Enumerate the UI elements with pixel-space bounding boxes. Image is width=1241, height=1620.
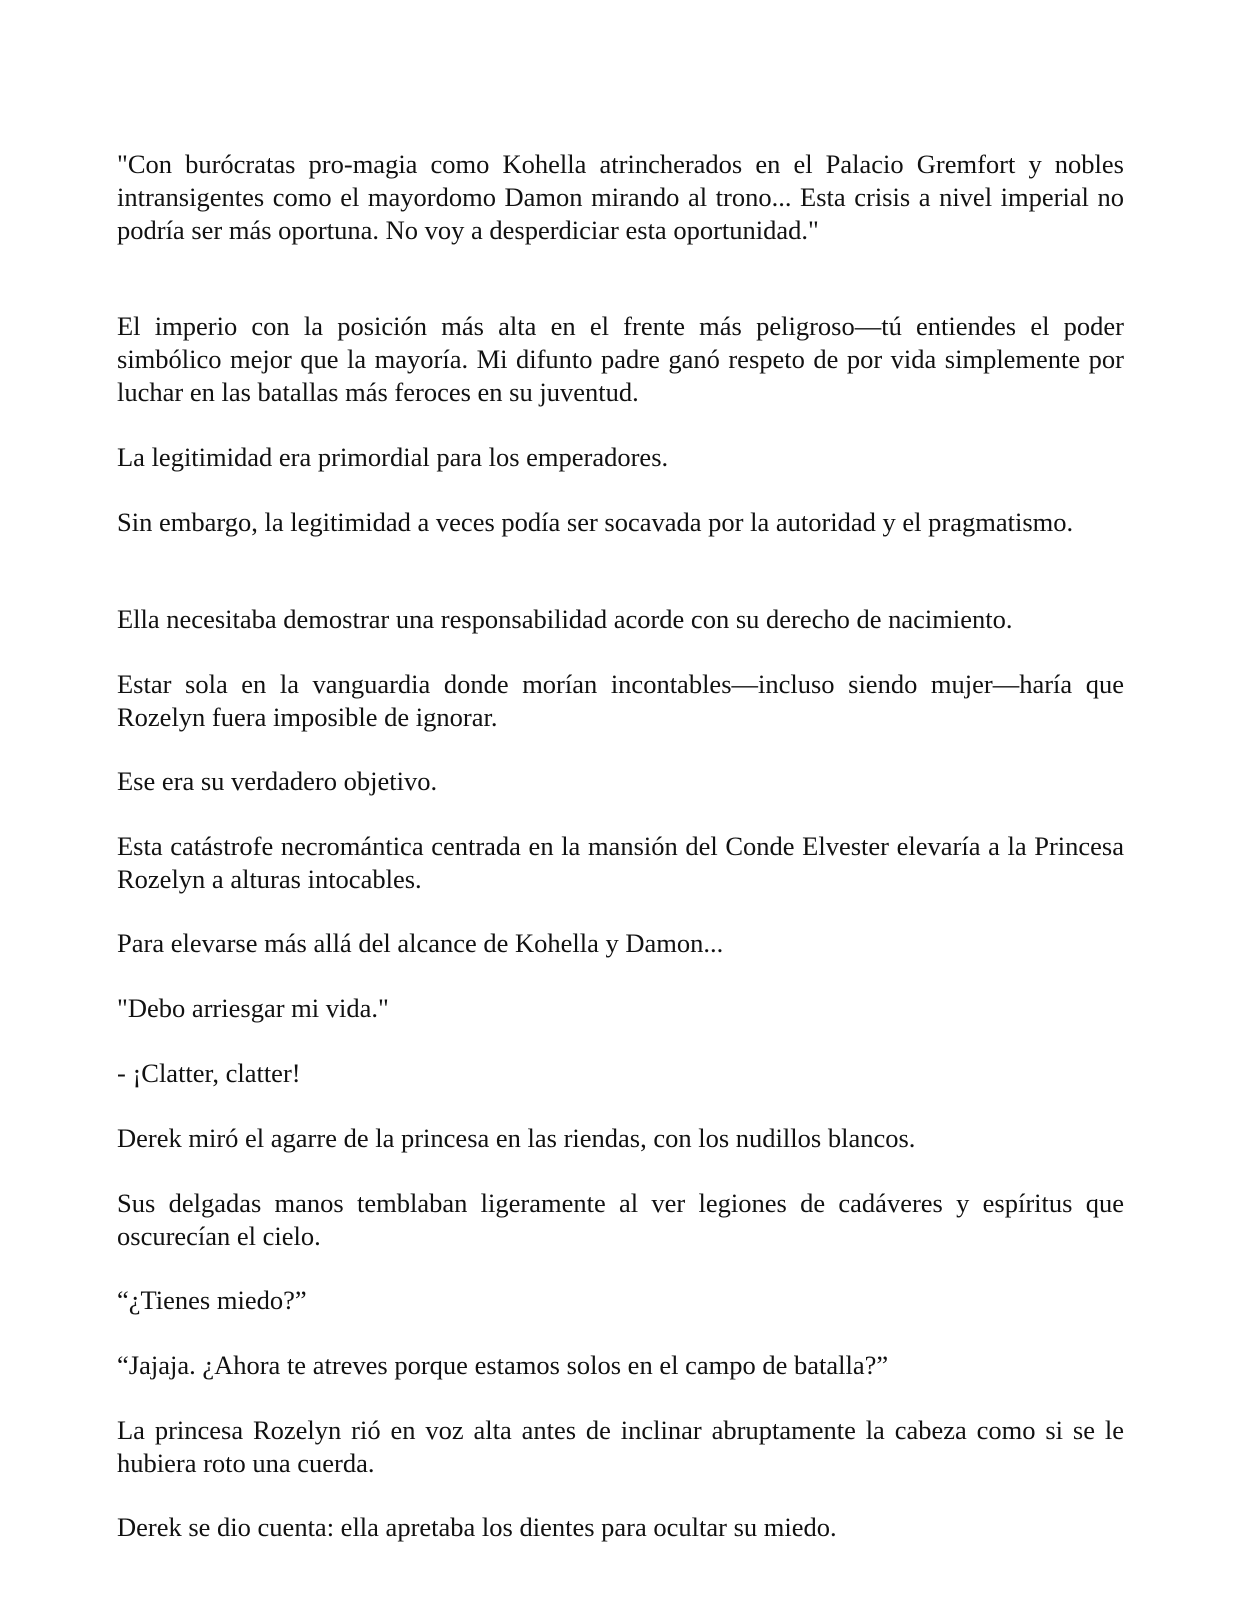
paragraph-9: Para elevarse más allá del alcance de Kohella y Damon... — [117, 928, 724, 958]
paragraph-10: "Debo arriesgar mi vida." — [117, 993, 389, 1023]
paragraph-16: La princesa Rozelyn rió en voz alta antes de inclinar abruptamente la cabeza como si se le hubiera roto una cuerda. — [117, 1415, 1124, 1478]
paragraph-1: "Con burócratas pro-magia como Kohella atrincherados en el Palacio Gremfort y nobles intransigentes como el mayordomo Damon mirando al trono... Esta crisis a nivel imperial no podría ser más oportuna. No voy a desperdiciar esta oportunidad." — [117, 149, 1124, 245]
paragraph-6: Estar sola en la vanguardia donde morían incontables—incluso siendo mujer—haría que Rozelyn fuera imposible de ignorar. — [117, 669, 1124, 732]
paragraph-17: Derek se dio cuenta: ella apretaba los dientes para ocultar su miedo. — [117, 1512, 837, 1542]
paragraph-8: Esta catástrofe necromántica centrada en la mansión del Conde Elvester elevaría a la Princesa Rozelyn a alturas intocables. — [117, 831, 1124, 894]
paragraph-15: “Jajaja. ¿Ahora te atreves porque estamos solos en el campo de batalla?” — [117, 1350, 889, 1380]
paragraph-14: “¿Tienes miedo?” — [117, 1285, 307, 1315]
paragraph-2: El imperio con la posición más alta en el frente más peligroso—tú entiendes el poder simbólico mejor que la mayoría. Mi difunto padre ganó respeto de por vida simplemente por luchar en las batallas más feroces en su juventud. — [117, 311, 1124, 407]
paragraph-12: Derek miró el agarre de la princesa en las riendas, con los nudillos blancos. — [117, 1123, 916, 1153]
paragraph-5: Ella necesitaba demostrar una responsabilidad acorde con su derecho de nacimiento. — [117, 604, 1013, 634]
paragraph-7: Ese era su verdadero objetivo. — [117, 766, 438, 796]
paragraph-13: Sus delgadas manos temblaban ligeramente al ver legiones de cadáveres y espíritus que oscurecían el cielo. — [117, 1188, 1124, 1251]
paragraph-4: Sin embargo, la legitimidad a veces podía ser socavada por la autoridad y el pragmatismo. — [117, 507, 1074, 537]
paragraph-3: La legitimidad era primordial para los emperadores. — [117, 442, 669, 472]
paragraph-11: - ¡Clatter, clatter! — [117, 1058, 301, 1088]
